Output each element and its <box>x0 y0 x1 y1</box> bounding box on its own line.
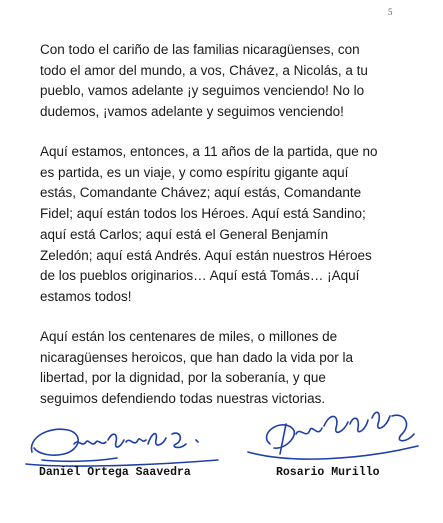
text-line: aquí está Carlos; aquí está el General Benjamín <box>40 226 329 242</box>
paragraph-2 <box>40 142 412 308</box>
text-line: estamos todos! <box>40 288 132 304</box>
text-line: pueblo, vamos adelante ¡y seguimos venciendo! No lo <box>40 83 365 99</box>
text-line: Zeledón; aquí está Andrés. Aquí están nuestros Héroes <box>40 247 372 263</box>
text-line: Aquí están los centenares de miles, o millones de <box>40 329 338 344</box>
text-line: Con todo el cariño de las familias nicaragüenses, con <box>40 42 360 57</box>
signature-rosario-murillo <box>240 404 425 472</box>
text-line: dudemos, ¡vamos adelante y seguimos venciendo! <box>40 104 344 120</box>
text-line: nicaragüenses heroicos, que han dado la vida por la <box>40 349 353 365</box>
paragraph-3 <box>40 327 412 410</box>
signatory-name-2: Rosario Murillo <box>276 466 380 479</box>
text-line: de los pueblos originarios… Aquí está Tomás… ¡Aquí <box>40 268 360 284</box>
paragraph-1 <box>40 40 412 123</box>
text-line: Aquí estamos, entonces, a 11 años de la partida, que no <box>40 144 378 159</box>
text-line: Fidel; aquí están todos los Héroes. Aquí está Sandino; <box>40 206 366 222</box>
signature-daniel-ortega <box>22 418 222 470</box>
text-line: seguimos defendiendo todas nuestras victorias. <box>40 391 326 407</box>
text-line: todo el amor del mundo, a vos, Chávez, a Nicolás, a tu <box>40 62 368 78</box>
text-line: libertad, por la dignidad, por la soberanía, y que <box>40 370 326 386</box>
signatory-name-1: Daniel Ortega Saavedra <box>39 466 191 479</box>
text-line: es partida, es un viaje, y como espíritu gigante aquí <box>40 164 349 180</box>
page-number: 5 <box>388 7 393 17</box>
text-line: estás, Comandante Chávez; aquí estás, Comandante <box>40 185 362 201</box>
